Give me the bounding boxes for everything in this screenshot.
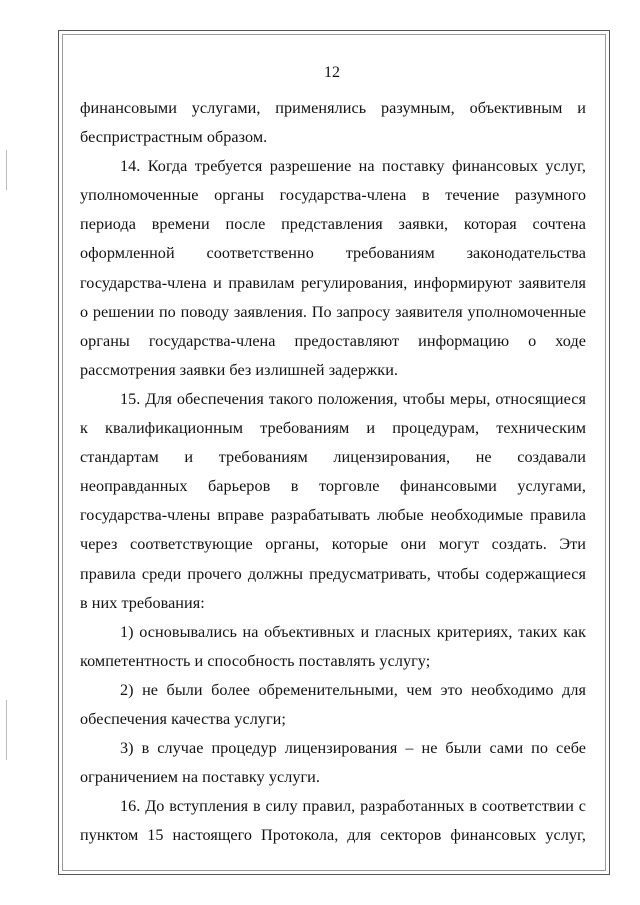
list-item-2: 2) не были более обременительными, чем это необходимо для обеспечения качества услуги; — [80, 680, 586, 728]
paragraph-15: 15. Для обеспечения такого положения, чтобы меры, относящиеся к квалификационным требованиям и процедурам, техническим стандартам и требованиям лицензирования, не создавали неоправданных барьеров в торговле финансовыми услугами, государства-члены вправе разрабатывать любые необходимые правила через соответствующие органы, которые они могут создать. Эти правила среди прочего должны предусматривать, чтобы содержащиеся в них требования: — [80, 389, 586, 612]
list-item-1: 1) основывались на объективных и гласных критериях, таких как компетентность и способность поставлять услугу; — [80, 622, 586, 670]
paragraph-continuation: финансовыми услугами, применялись разумным, объективным и беспристрастным образом. — [80, 99, 586, 147]
paragraph-16: 16. До вступления в силу правил, разработанных в соответствии с пунктом 15 настоящего Протокола, для секторов финансовых услуг, — [80, 797, 586, 845]
scan-artifact-mark — [6, 150, 7, 190]
document-body — [80, 94, 586, 850]
list-item-3: 3) в случае процедур лицензирования – не были сами по себе ограничением на поставку услуги. — [80, 739, 586, 787]
page-number: 12 — [324, 64, 340, 81]
scan-artifact-mark — [6, 700, 7, 760]
paragraph-14: 14. Когда требуется разрешение на поставку финансовых услуг, уполномоченные органы государства-члена в течение разумного периода времени после представления заявки, которая сочтена оформленной соответственно требованиям законодательства государства-члена и правилам регулирования, информируют заявителя о решении по поводу заявления. По запросу заявителя уполномоченные органы государства-члена предоставляют информацию о ходе рассмотрения заявки без излишней задержки. — [80, 157, 586, 379]
